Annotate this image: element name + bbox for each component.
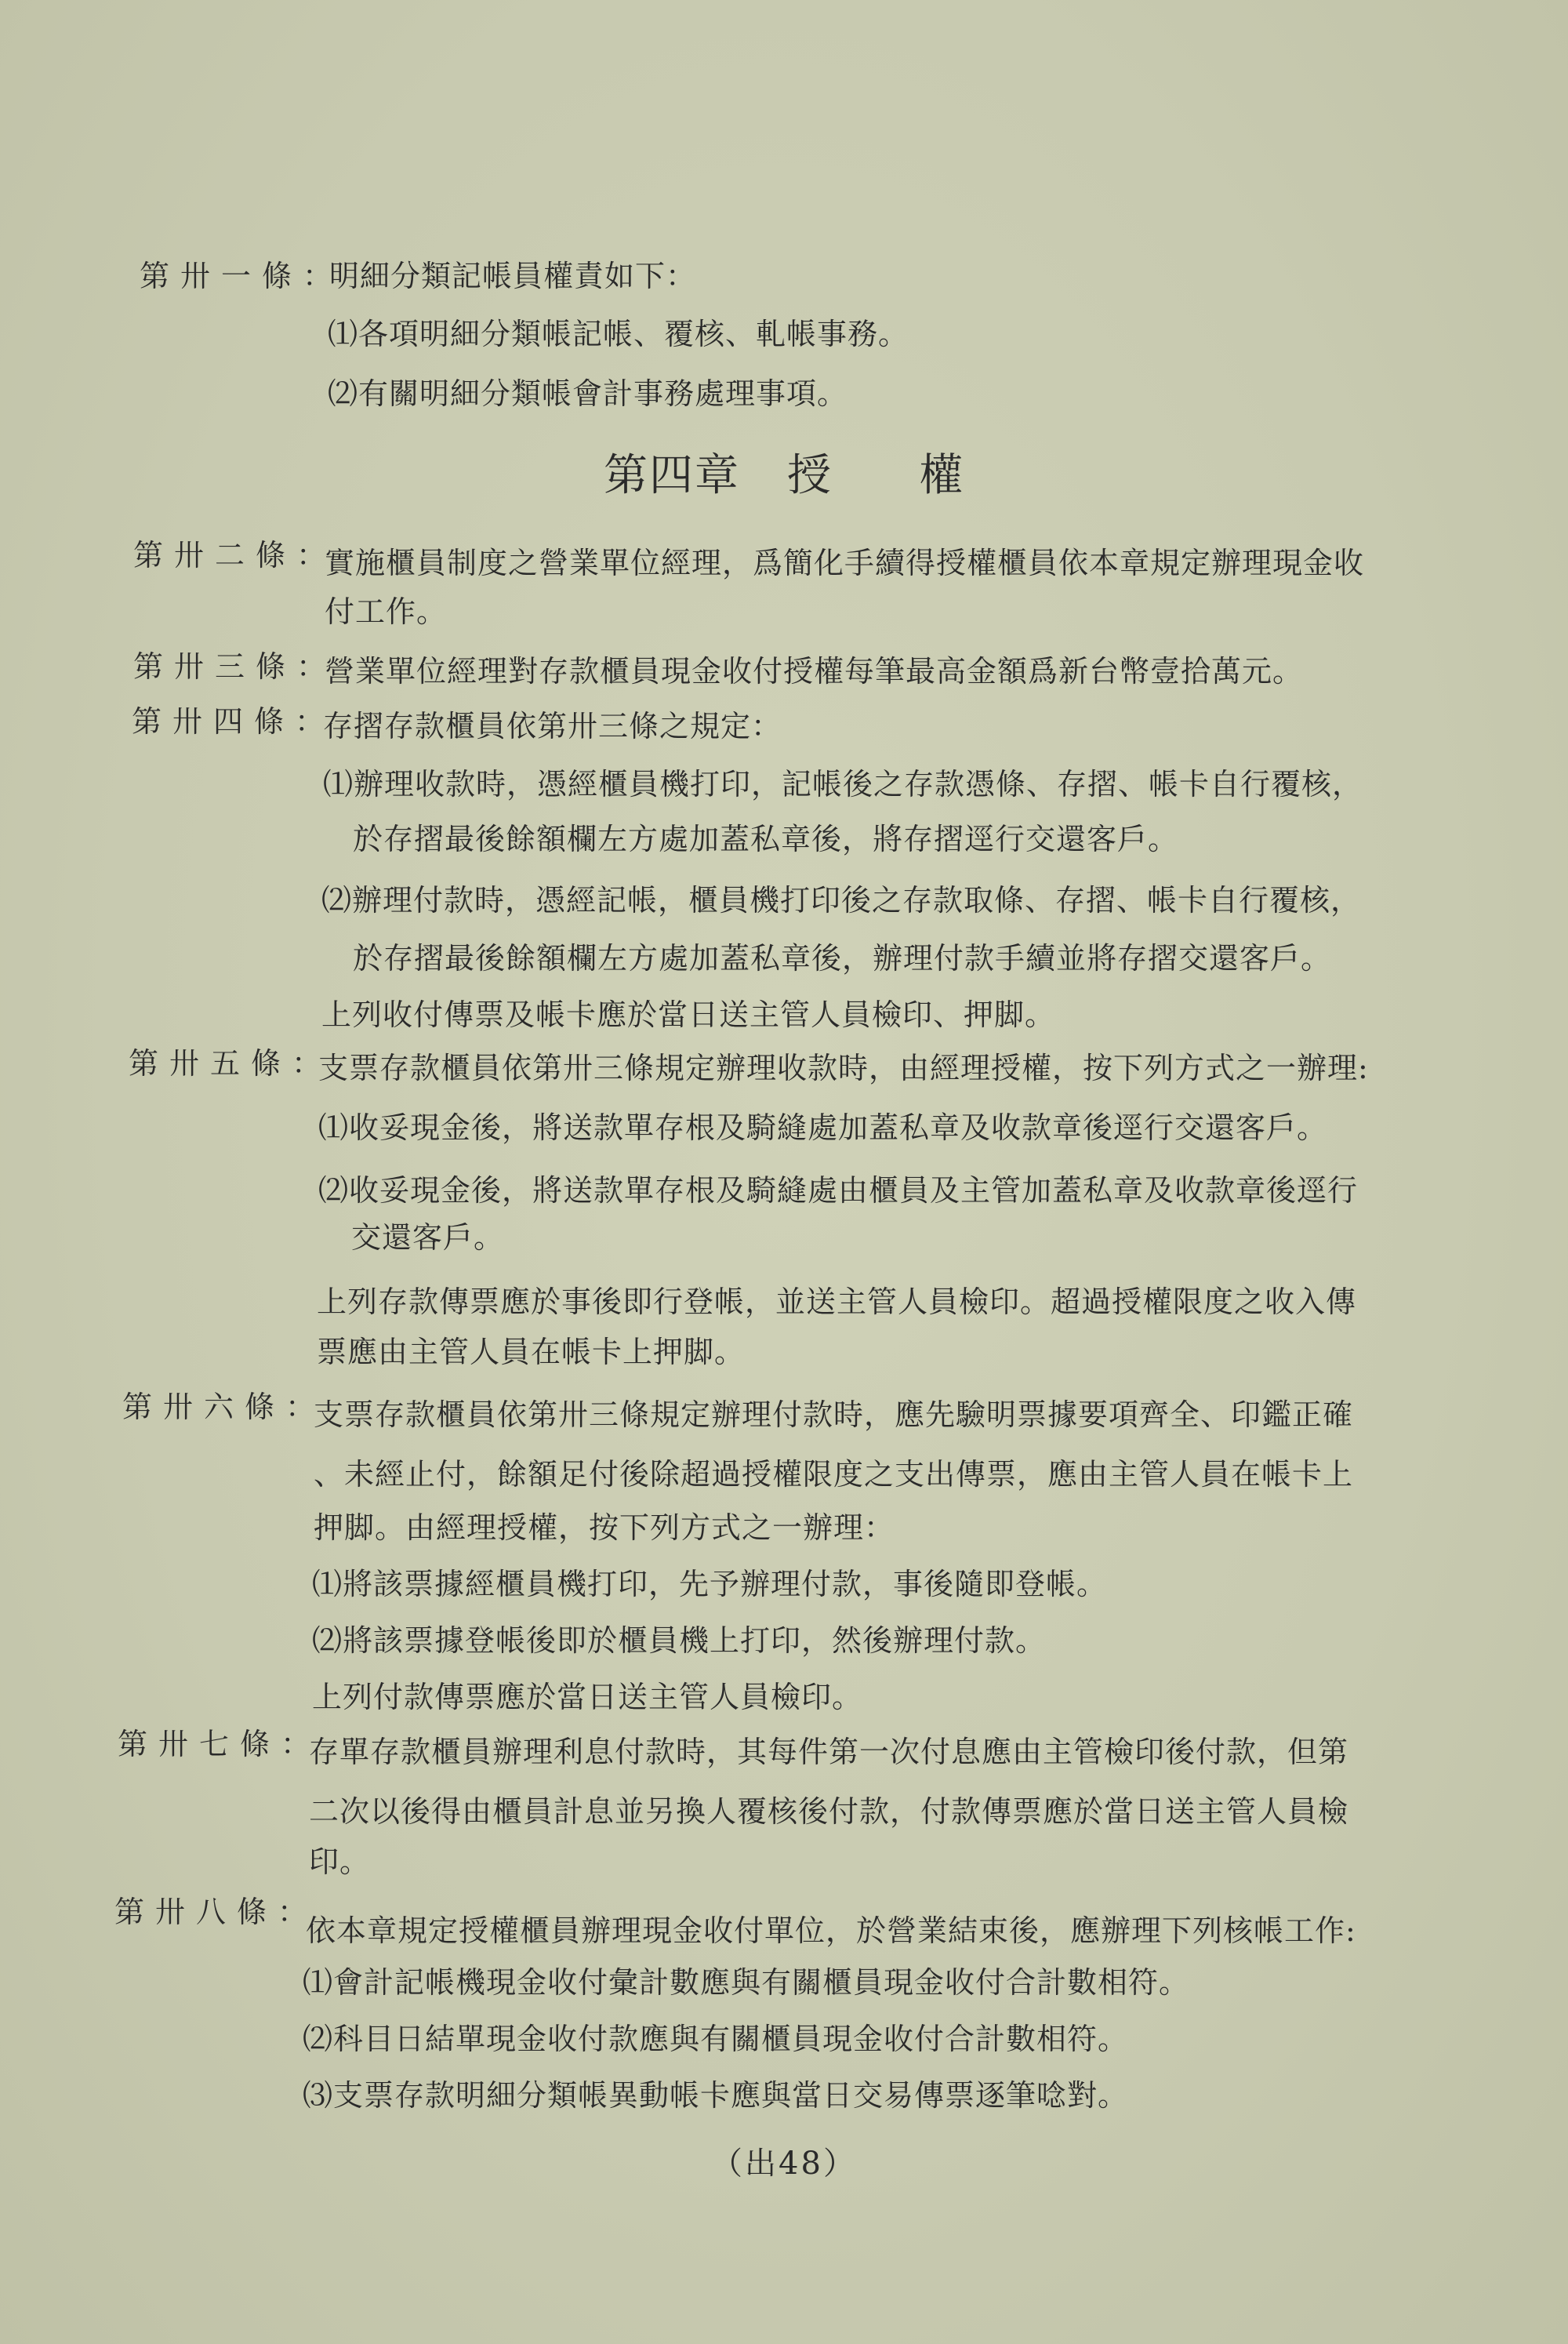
article-31-label: 第卅一條： <box>140 259 344 293</box>
article-31-line-1: 明細分類記帳員權責如下： <box>329 259 697 293</box>
article-38-line-3: ⑵科目日結單現金收付款應與有關櫃員現金收付合計數相符。 <box>303 2022 1129 2056</box>
article-34-line-4: ⑵辦理付款時，憑經記帳，櫃員機打印後之存款取條、存摺、帳卡自行覆核， <box>321 883 1362 918</box>
article-37-line-3: 印。 <box>309 1844 371 1879</box>
article-38-line-4: ⑶支票存款明細分類帳異動帳卡應與當日交易傳票逐筆唸對。 <box>303 2078 1129 2113</box>
article-34-line-1: 存摺存款櫃員依第卅三條之規定： <box>323 709 782 743</box>
article-38-line-2: ⑴會計記帳機現金收付彙計數應與有關櫃員現金收付合計數相符。 <box>303 1965 1190 2000</box>
chapter-title-word-1: 授 <box>787 450 833 501</box>
chapter-title <box>0 449 1568 503</box>
article-31-line-2: ⑴各項明細分類帳記帳、覆核、軋帳事務。 <box>328 317 909 351</box>
page-number: （出48） <box>711 2146 857 2182</box>
article-36-line-4: ⑴將該票據經櫃員機打印，先予辦理付款，事後隨即登帳。 <box>312 1567 1108 1601</box>
article-36-line-3: 押脚。由經理授權，按下列方式之一辦理： <box>314 1510 895 1545</box>
article-38-label: 第卅八條： <box>114 1895 319 1929</box>
article-38-line-1: 依本章規定授權櫃員辦理現金收付單位，於營業結束後，應辦理下列核帳工作: <box>306 1913 1356 1948</box>
article-32-label: 第卅二條： <box>133 538 338 572</box>
article-34-line-5: 於存摺最後餘額欄左方處加蓋私章後，辦理付款手續並將存摺交還客戶。 <box>353 941 1332 976</box>
article-34-line-3: 於存摺最後餘額欄左方處加蓋私章後，將存摺逕行交還客戶。 <box>353 822 1179 856</box>
article-37-line-2: 二次以後得由櫃員計息並另換人覆核後付款，付款傳票應於當日送主管人員檢 <box>309 1794 1349 1829</box>
chapter-title-number: 第四章 <box>604 450 740 501</box>
article-36-line-5: ⑵將該票據登帳後即於櫃員機上打印，然後辦理付款。 <box>312 1623 1047 1658</box>
article-35-line-3: ⑵收妥現金後，將送款單存根及騎縫處由櫃員及主管加蓋私章及收款章後逕行 <box>318 1173 1359 1208</box>
article-33-label: 第卅三條： <box>133 649 338 684</box>
article-36-line-1: 支票存款櫃員依第卅三條規定辦理付款時，應先驗明票據要項齊全、印鑑正確 <box>314 1397 1354 1432</box>
article-34-line-2: ⑴辦理收款時，憑經櫃員機打印，記帳後之存款憑條、存摺、帳卡自行覆核， <box>323 767 1363 801</box>
article-37-line-1: 存單存款櫃員辦理利息付款時，其每件第一次付息應由主管檢印後付款，但第 <box>309 1735 1349 1769</box>
article-35-line-1: 支票存款櫃員依第卅三條規定辦理收款時，由經理授權，按下列方式之一辦理: <box>318 1051 1369 1085</box>
article-36-line-6: 上列付款傳票應於當日送主管人員檢印。 <box>312 1680 863 1714</box>
chapter-title-word-2: 權 <box>919 450 964 501</box>
article-34-line-6: 上列收付傳票及帳卡應於當日送主管人員檢印、押脚。 <box>321 998 1056 1032</box>
article-31-line-3: ⑵有關明細分類帳會計事務處理事項。 <box>328 376 848 411</box>
article-32-line-1: 實施櫃員制度之營業單位經理，爲簡化手續得授權櫃員依本章規定辦理現金收 <box>325 546 1365 580</box>
article-35-line-4: 交還客戶。 <box>351 1220 505 1255</box>
article-34-label: 第卅四條： <box>132 704 336 739</box>
article-32-line-2: 付工作。 <box>325 594 448 629</box>
article-35-label: 第卅五條： <box>129 1046 333 1081</box>
article-33-line-1: 營業單位經理對存款櫃員現金收付授權每筆最高金額爲新台幣壹拾萬元。 <box>325 654 1304 689</box>
article-35-line-6: 票應由主管人員在帳卡上押脚。 <box>317 1335 746 1369</box>
article-36-line-2: 、未經止付，餘額足付後除超過授權限度之支出傳票，應由主管人員在帳卡上 <box>314 1457 1354 1492</box>
article-37-label: 第卅七條： <box>118 1727 322 1761</box>
article-35-line-2: ⑴收妥現金後，將送款單存根及騎縫處加蓋私章及收款章後逕行交還客戶。 <box>318 1110 1328 1145</box>
article-35-line-5: 上列存款傳票應於事後即行登帳，並送主管人員檢印。超過授權限度之收入傳 <box>317 1285 1357 1319</box>
article-36-label: 第卅六條： <box>122 1390 327 1424</box>
